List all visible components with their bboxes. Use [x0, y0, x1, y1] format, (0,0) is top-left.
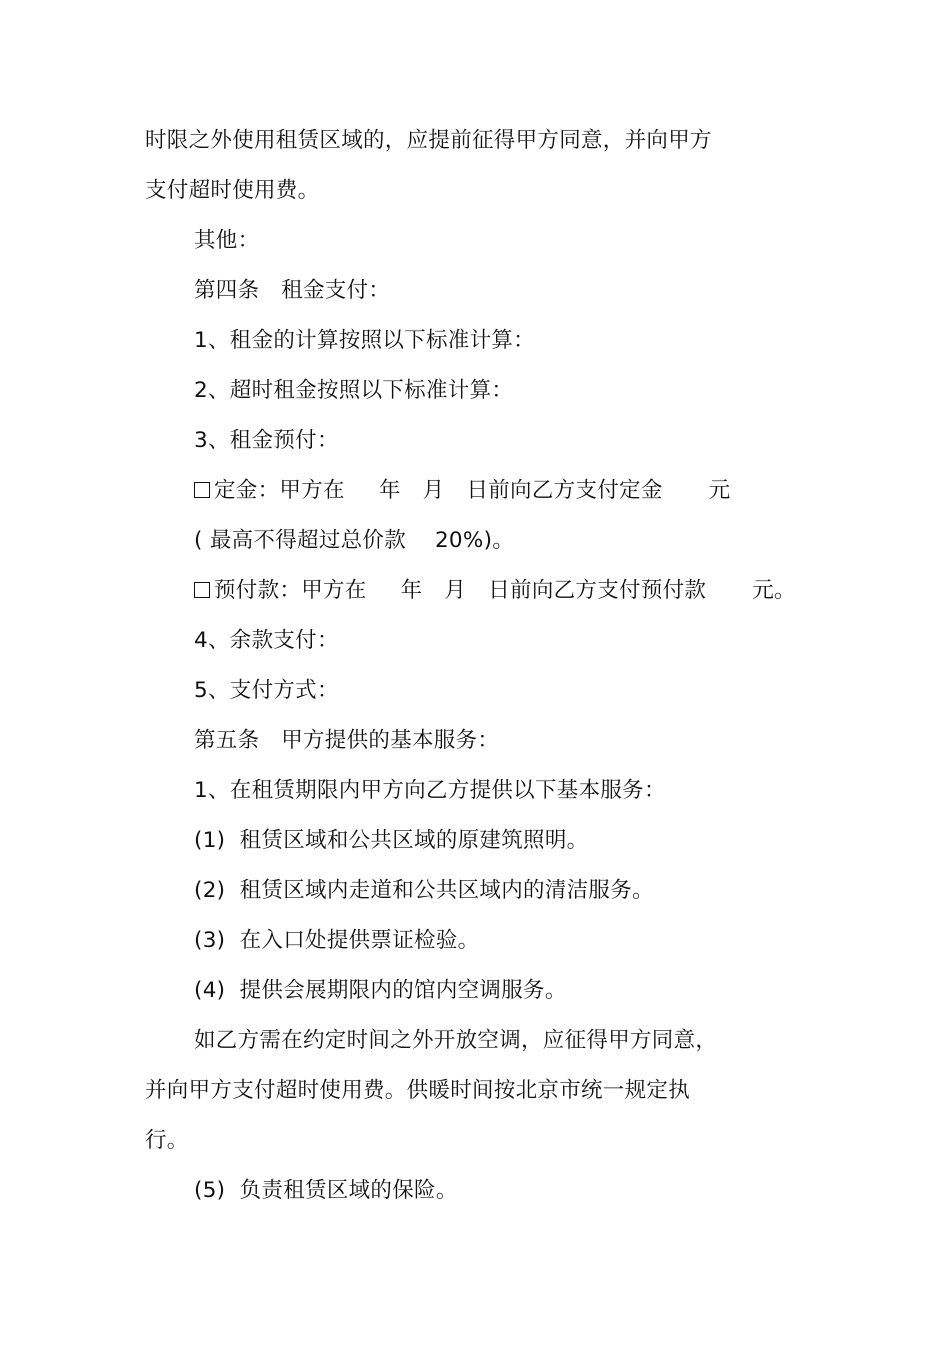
prepay-text-a: 预付款：甲方在 — [214, 578, 367, 603]
deposit-text-a: 定金：甲方在 — [214, 478, 345, 503]
list-item: 5、支付方式： — [194, 678, 339, 703]
list-item: (3) 在入口处提供票证检验。 — [194, 928, 480, 953]
list-item: (4) 提供会展期限内的馆内空调服务。 — [194, 978, 567, 1003]
prepay-text-b: 年 — [400, 578, 423, 603]
list-item: 3、租金预付： — [194, 428, 339, 453]
list-item: (5) 负责租赁区域的保险。 — [194, 1178, 458, 1203]
prepay-line — [194, 576, 796, 606]
paragraph-line: 其他： — [194, 228, 260, 253]
list-item: 2、超时租金按照以下标准计算： — [194, 378, 514, 403]
paragraph-line: 并向甲方支付超时使用费。供暖时间按北京市统一规定执 — [145, 1078, 691, 1103]
list-item: 1、在租赁期限内甲方向乙方提供以下基本服务： — [194, 778, 666, 803]
paragraph-line: ( 最高不得超过总价款 20%)。 — [194, 528, 515, 553]
list-item: 1、租金的计算按照以下标准计算： — [194, 328, 535, 353]
deposit-text-b: 年 — [378, 478, 401, 503]
checkbox-icon — [194, 482, 210, 498]
paragraph-line: 时限之外使用租赁区域的，应提前征得甲方同意，并向甲方 — [145, 128, 712, 153]
paragraph-line: 行。 — [145, 1128, 189, 1153]
prepay-text-d: 日前向乙方支付预付款 — [488, 578, 707, 603]
list-item: (2) 租赁区域内走道和公共区域内的清洁服务。 — [194, 878, 654, 903]
list-item: 4、余款支付： — [194, 628, 339, 653]
paragraph-line: 如乙方需在约定时间之外开放空调，应征得甲方同意， — [194, 1028, 718, 1053]
article-heading: 第四条 租金支付： — [194, 278, 391, 303]
checkbox-icon — [194, 582, 210, 598]
deposit-line — [194, 476, 730, 506]
prepay-text-c: 月 — [444, 578, 467, 603]
article-heading: 第五条 甲方提供的基本服务： — [194, 728, 500, 753]
deposit-text-c: 月 — [422, 478, 445, 503]
prepay-text-e: 元。 — [752, 578, 796, 603]
deposit-text-e: 元 — [708, 478, 731, 503]
paragraph-line: 支付超时使用费。 — [145, 178, 320, 203]
list-item: (1) 租赁区域和公共区域的原建筑照明。 — [194, 828, 589, 853]
deposit-text-d: 日前向乙方支付定金 — [466, 478, 663, 503]
